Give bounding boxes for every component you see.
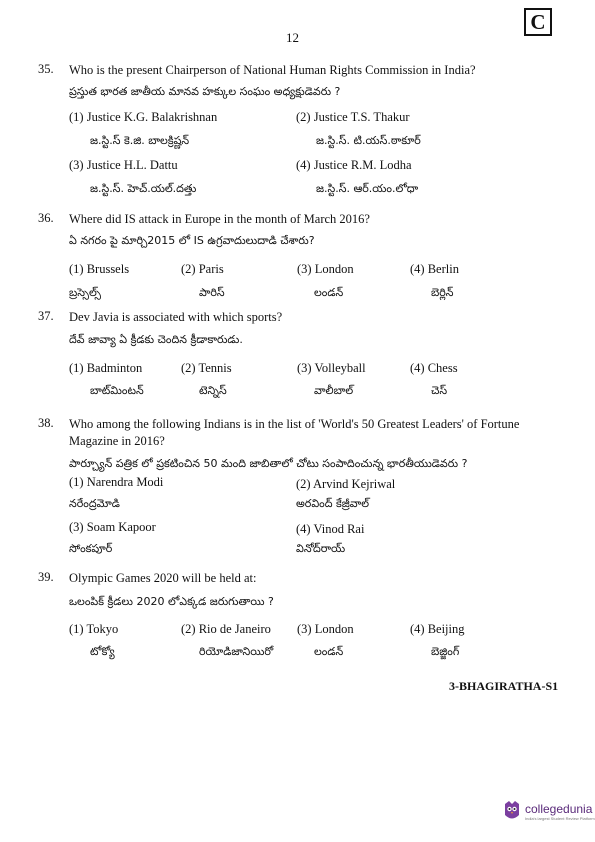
option-3-telugu: వాలీబాల్ (314, 384, 354, 397)
option-2-telugu: అరవింద్ కేజ్రీవాల్ (296, 497, 370, 510)
option-4-telugu: జ.స్టి.స్. ఆర్.యం.లోధా (316, 182, 419, 195)
question-text-telugu: ప్రస్తుత భారత జాతీయ మానవ హక్కుల సంఘం అధ్యక్షుడెవరు ? (69, 85, 341, 98)
option-4-telugu: బెర్లిన్ (431, 286, 454, 299)
option-1-telugu: బ్రస్సెల్స్ (69, 286, 101, 299)
question-text-telugu: పార్చ్యూన్ పత్రిక లో ప్రకటించిన 50 మంది జాబితాలో చోటు సంపాదించున్న భారతీయుడెవరు ? (69, 457, 468, 470)
booklet-code: 3-BHAGIRATHA-S1 (449, 679, 559, 693)
option-3-telugu: సోంకపూర్ (69, 542, 113, 555)
option-4: (4) Vinod Rai (296, 522, 365, 536)
question-text: Where did IS attack in Europe in the month of March 2016? (69, 212, 370, 226)
logo-tagline: India's largest Student Review Platform (525, 815, 595, 821)
option-2-telugu: రియోడిజానియిరో (199, 645, 274, 658)
option-4: (4) Beijing (410, 622, 465, 636)
option-3-telugu: లండన్ (314, 286, 344, 299)
option-4: (4) Justice R.M. Lodha (296, 158, 412, 172)
option-1-telugu: బాట్‌మింటన్ (90, 384, 144, 397)
question-text: Dev Javia is associated with which sports? (69, 310, 283, 324)
page-number: 12 (286, 30, 299, 45)
option-1: (1) Brussels (69, 262, 130, 276)
question-text: Who among the following Indians is in the list of 'World's 50 Greatest Leaders' of Fortune Magazine in 2016? (69, 417, 520, 448)
owl-logo-icon (503, 800, 521, 822)
option-1-telugu: నరేంద్రమోడి (69, 497, 120, 510)
question-number: 38. (38, 416, 54, 430)
collegedunia-watermark (503, 800, 595, 822)
option-3: (3) Volleyball (297, 361, 366, 375)
question-number: 39. (38, 570, 54, 584)
option-2-telugu: జ.స్టి.స్. టి.యస్.ఠాకూర్ (316, 134, 421, 147)
option-1-telugu: టోక్యో (90, 645, 115, 658)
question-text-telugu: ఏ నగరం పై మార్చి2015 లో IS ఉగ్రవాదులుదాడి చేశారు? (69, 234, 315, 247)
option-4-telugu: బెజ్జింగ్ (431, 645, 460, 658)
option-3: (3) London (297, 262, 354, 276)
option-4-telugu: వినోద్‌రాయ్ (296, 542, 346, 555)
option-3: (3) Soam Kapoor (69, 520, 156, 534)
logo-name: collegedunia (525, 801, 593, 816)
question-number: 35. (38, 62, 54, 76)
option-2-telugu: టెన్నిస్ (199, 384, 227, 397)
option-1: (1) Narendra Modi (69, 475, 164, 489)
question-text-telugu: ఒలంపిక్ క్రీడలు 2020 లోఎక్కడ జరుగుతాయి ? (69, 595, 274, 608)
option-4: (4) Berlin (410, 262, 459, 276)
option-1: (1) Tokyo (69, 622, 119, 636)
option-1-telugu: జ.స్టి.స్ కె.జి. బాలక్రిష్ణన్ (90, 134, 190, 147)
option-2: (2) Rio de Janeiro (181, 622, 271, 636)
option-2: (2) Arvind Kejriwal (296, 477, 396, 491)
question-text: Olympic Games 2020 will be held at: (69, 571, 257, 585)
option-3: (3) Justice H.L. Dattu (69, 158, 178, 172)
option-2: (2) Justice T.S. Thakur (296, 110, 410, 124)
option-4: (4) Chess (410, 361, 458, 375)
question-text: Who is the present Chairperson of National Human Rights Commission in India? (69, 63, 476, 77)
option-3-telugu: లండన్ (314, 645, 344, 658)
question-text-telugu: దేవ్ జావ్యా ఏ క్రీడకు చెందిన క్రీడాకారుడు. (69, 333, 243, 346)
question-number: 37. (38, 309, 54, 323)
question-number: 36. (38, 211, 54, 225)
option-4-telugu: చెస్ (431, 384, 448, 397)
option-2: (2) Paris (181, 262, 224, 276)
question-set-code: C (524, 8, 552, 36)
option-2: (2) Tennis (181, 361, 232, 375)
option-2-telugu: పారిస్ (199, 286, 225, 299)
option-1: (1) Justice K.G. Balakrishnan (69, 110, 218, 124)
option-1: (1) Badminton (69, 361, 143, 375)
option-3: (3) London (297, 622, 354, 636)
option-3-telugu: జ.స్టి.స్. హెచ్.యల్.దత్తు (90, 182, 197, 195)
